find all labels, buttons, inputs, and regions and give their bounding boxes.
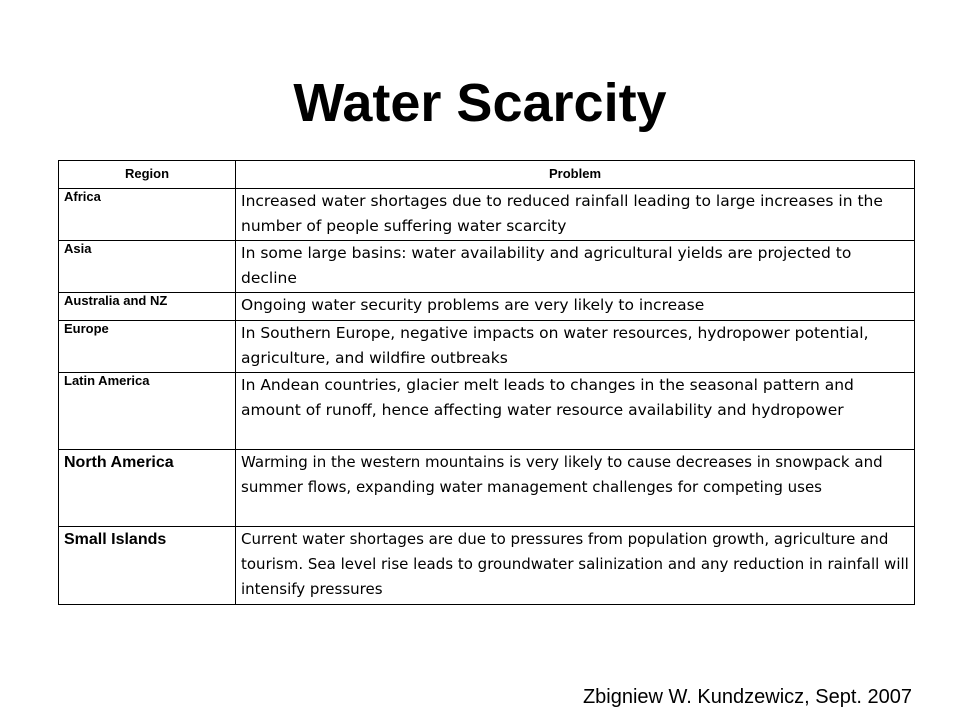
water-scarcity-table [58, 160, 915, 605]
region-cell: Africa [59, 189, 236, 241]
problem-cell: Ongoing water security problems are very likely to increase [236, 293, 915, 321]
region-cell: North America [59, 450, 236, 527]
table-row [59, 450, 915, 527]
region-cell: Latin America [59, 373, 236, 450]
region-cell: Asia [59, 241, 236, 293]
problem-cell: In Southern Europe, negative impacts on water resources, hydropower potential, agriculture, and wildfire outbreaks [236, 321, 915, 373]
slide-title: Water Scarcity [293, 73, 667, 133]
table-row [59, 241, 915, 293]
region-column-header: Region [59, 161, 236, 189]
region-cell: Small Islands [59, 527, 236, 605]
problem-column-header: Problem [236, 161, 915, 189]
table-row [59, 293, 915, 321]
table-row [59, 373, 915, 450]
author-credit: Zbigniew W. Kundzewicz, Sept. 2007 [582, 686, 912, 708]
problem-cell: Current water shortages are due to pressures from population growth, agriculture and tourism. Sea level rise leads to groundwater salinization and any reduction in rainfall will intensify pressures [236, 527, 915, 605]
problem-cell: Increased water shortages due to reduced rainfall leading to large increases in the number of people suffering water scarcity [236, 189, 915, 241]
region-cell: Europe [59, 321, 236, 373]
table-row [59, 321, 915, 373]
problem-cell: In Andean countries, glacier melt leads to changes in the seasonal pattern and amount of runoff, hence affecting water resource availability and hydropower [236, 373, 915, 450]
table-header-row [59, 161, 915, 189]
table-row [59, 527, 915, 605]
table-row [59, 189, 915, 241]
problem-cell: Warming in the western mountains is very likely to cause decreases in snowpack and summer flows, expanding water management challenges for competing uses [236, 450, 915, 527]
region-cell: Australia and NZ [59, 293, 236, 321]
problem-cell: In some large basins: water availability and agricultural yields are projected to decline [236, 241, 915, 293]
